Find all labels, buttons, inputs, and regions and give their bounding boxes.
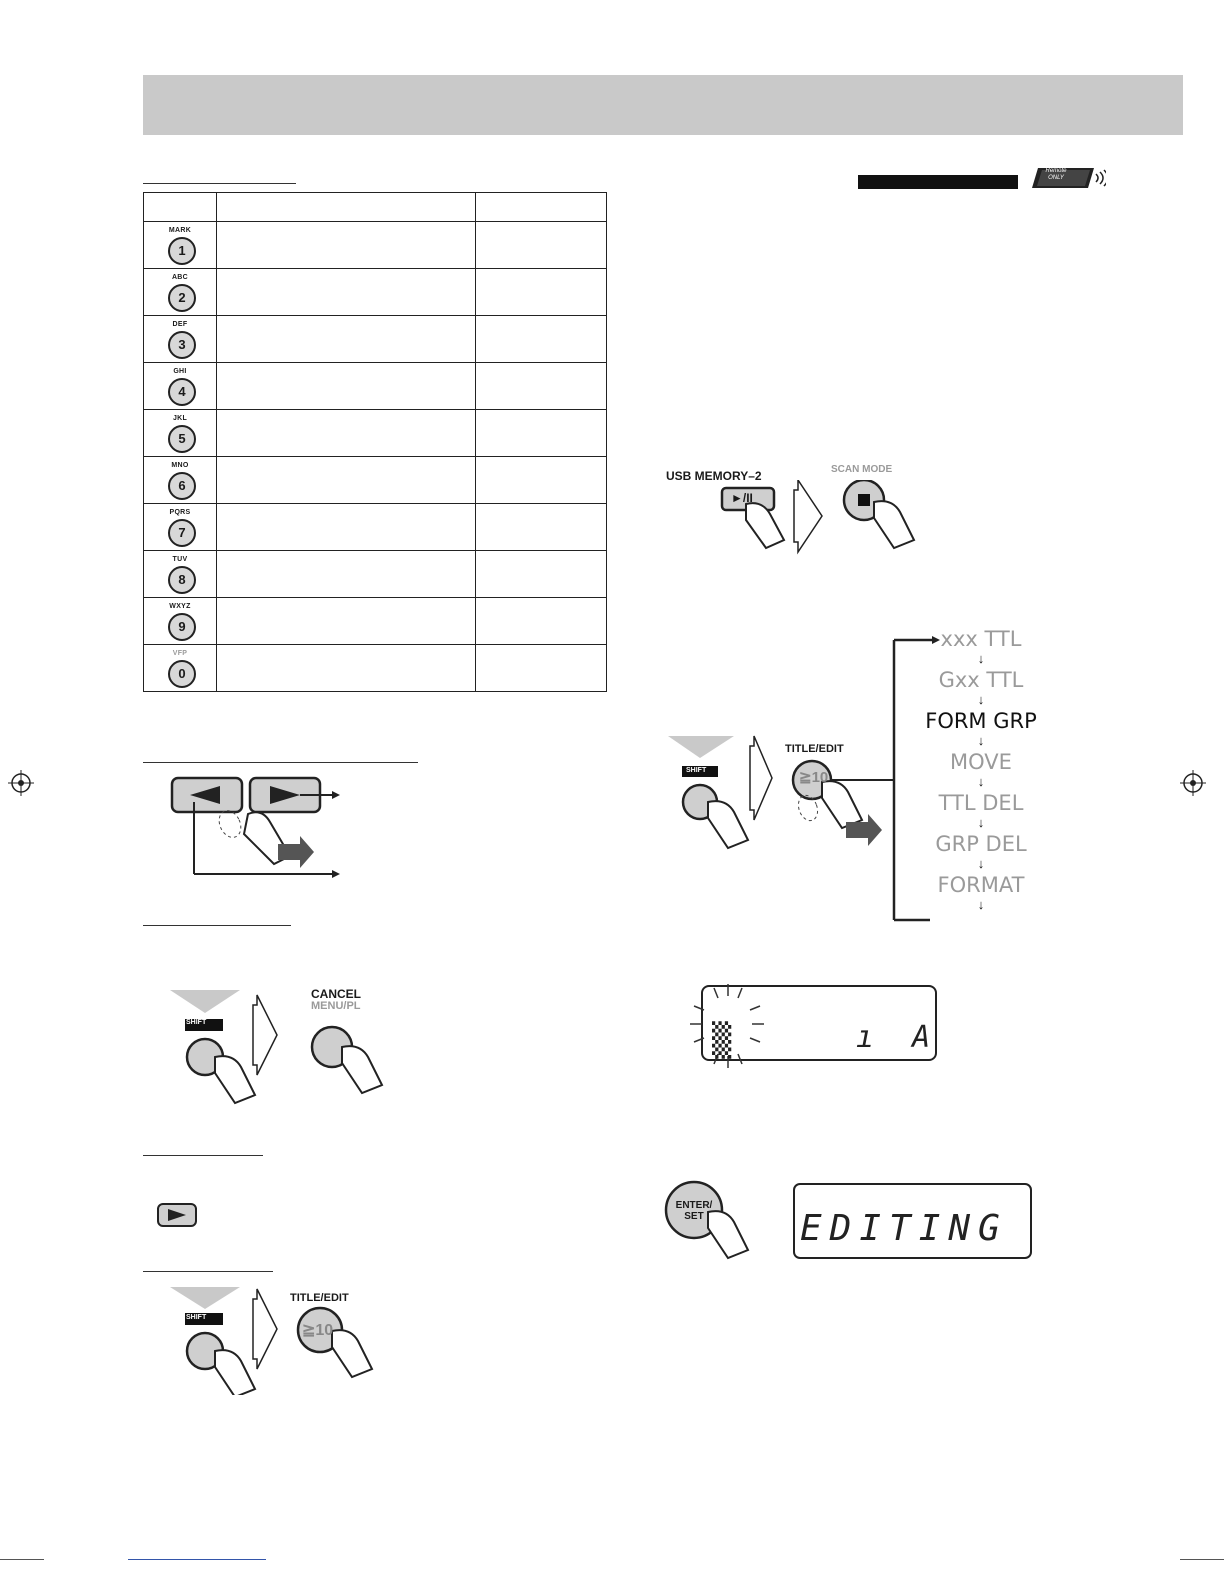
menu-sequence-item: Gxx TTL: [938, 668, 1024, 692]
char-entry-cursor: ▒: [712, 1021, 742, 1059]
number-key-button[interactable]: 6: [168, 472, 196, 500]
crop-mark: [128, 1559, 266, 1560]
menu-sequence-item: GRP DEL: [935, 832, 1027, 856]
table-row: [144, 269, 607, 316]
key-letters: MARK: [168, 227, 192, 234]
section-heading-underline: [143, 1271, 273, 1272]
table-row: [144, 316, 607, 363]
ge10-label: ≧10: [302, 1322, 334, 1339]
down-arrow-icon: ↓: [977, 856, 985, 871]
play-pause-label: ►/II: [731, 491, 753, 505]
shift-label: SHIFT: [686, 767, 707, 774]
down-arrow-icon: ↓: [977, 651, 985, 666]
number-key-button[interactable]: 1: [168, 237, 196, 265]
key-letters: JKL: [172, 415, 188, 422]
usb-memory-label: USB MEMORY–2: [666, 469, 762, 483]
table-row: [144, 363, 607, 410]
down-arrow-icon: ↓: [977, 774, 985, 789]
menu-sequence-item: FORMAT: [937, 873, 1025, 897]
shift-cancel-diagram: [160, 985, 400, 1105]
number-key-button[interactable]: 5: [168, 425, 196, 453]
cursor-keys-diagram: [160, 772, 360, 884]
section-heading-underline: [143, 1155, 263, 1156]
shift-label: SHIFT: [186, 1314, 207, 1321]
number-key-button[interactable]: 7: [168, 519, 196, 547]
table-row: [144, 645, 607, 692]
character-keys-table: [143, 192, 607, 692]
section-title-bar: [858, 175, 1018, 189]
right-arrow-button-small[interactable]: [156, 1202, 200, 1230]
menu-sequence-item: TTL DEL: [938, 791, 1024, 815]
cancel-label: CANCEL: [311, 987, 361, 1001]
key-letters: MNO: [171, 462, 189, 469]
title-edit-label: TITLE/EDIT: [290, 1292, 349, 1304]
menu-sequence-item: MOVE: [950, 750, 1012, 774]
ge10-label: ≧10: [799, 769, 829, 786]
table-row: [144, 222, 607, 269]
key-letters: PQRS: [169, 509, 191, 516]
scan-mode-label: SCAN MODE: [831, 464, 893, 475]
menu-pl-label: MENU/PL: [311, 1000, 361, 1012]
key-letters: DEF: [172, 321, 188, 328]
registration-mark-icon: [1180, 770, 1206, 796]
menu-sequence-item: FORM GRP: [925, 709, 1037, 733]
table-row: [144, 410, 607, 457]
key-letters: TUV: [172, 556, 188, 563]
enter-set-label: ENTER/ SET: [675, 1200, 713, 1222]
table-row: [144, 551, 607, 598]
down-arrow-icon: ↓: [977, 733, 985, 748]
number-key-button[interactable]: 0: [168, 660, 196, 688]
table-row: [144, 598, 607, 645]
down-arrow-icon: ↓: [977, 692, 985, 707]
section-heading-underline: [143, 183, 296, 184]
crop-mark: [0, 1559, 44, 1560]
char-entry-right: ı A: [856, 1020, 941, 1055]
number-key-button[interactable]: 8: [168, 566, 196, 594]
title-edit-label: TITLE/EDIT: [785, 743, 844, 755]
remote-only-text: Remote ONLY: [1045, 168, 1067, 181]
section-heading-underline: [143, 762, 418, 763]
shift-title-edit-diagram: [160, 1285, 390, 1395]
editing-display-text: EDITING: [800, 1208, 1008, 1249]
number-key-button[interactable]: 2: [168, 284, 196, 312]
down-arrow-icon: ↓: [977, 897, 985, 912]
number-key-button[interactable]: 3: [168, 331, 196, 359]
header-band: [143, 75, 1183, 135]
crop-mark: [1180, 1559, 1224, 1560]
menu-sequence-item: xxx TTL: [940, 627, 1022, 651]
down-arrow-icon: ↓: [977, 815, 985, 830]
key-letters: WXYZ: [169, 603, 191, 610]
menu-sequence-list: [911, 626, 1051, 918]
section-heading-underline: [143, 925, 291, 926]
table-header-row: [144, 193, 607, 222]
key-letters: VFP: [172, 650, 188, 657]
number-key-button[interactable]: 9: [168, 613, 196, 641]
number-key-button[interactable]: 4: [168, 378, 196, 406]
table-row: [144, 457, 607, 504]
table-row: [144, 504, 607, 551]
registration-mark-icon: [8, 770, 34, 796]
left-arrow-button[interactable]: [172, 778, 242, 812]
key-letters: GHI: [173, 368, 187, 375]
key-letters: ABC: [171, 274, 189, 281]
shift-label: SHIFT: [186, 1019, 207, 1026]
